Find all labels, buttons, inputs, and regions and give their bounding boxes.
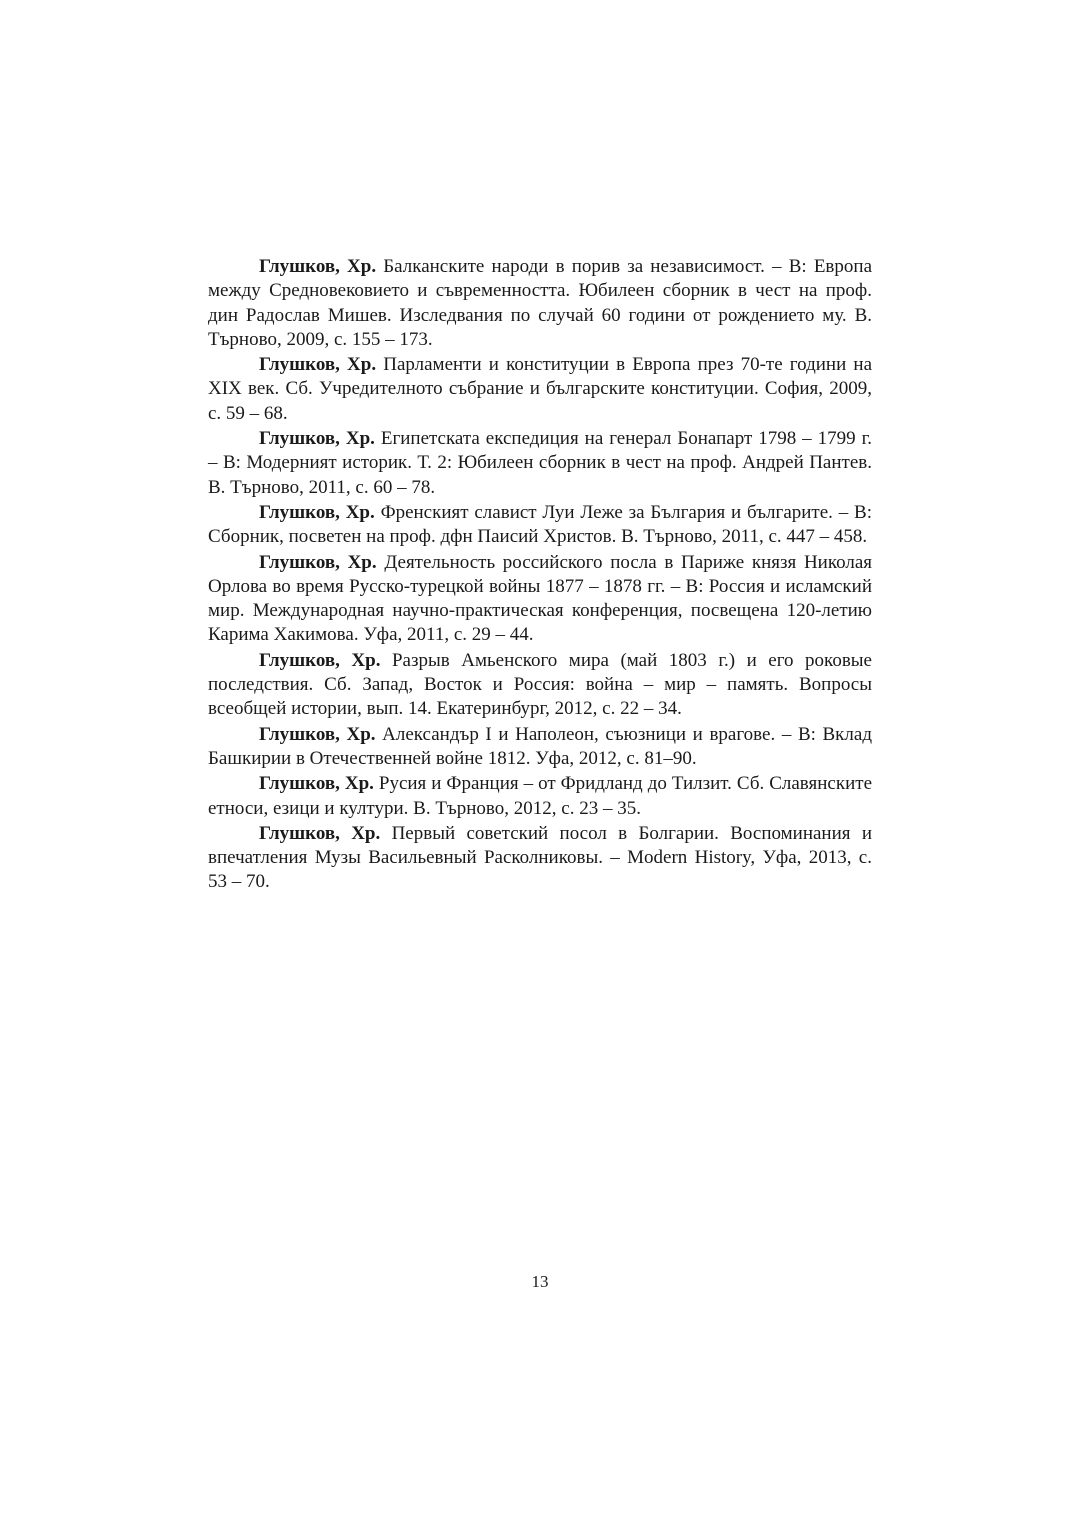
entry-text: Первый советский посол в Болгарии. Воспоминания и впечатления Музы Васильевный Расколниковы. – Modern History, Уфа, 2013, с. 53 – 70.	[208, 822, 872, 893]
entry-author: Глушков, Хр.	[259, 773, 374, 795]
page-number: 13	[531, 1272, 549, 1291]
bibliography-entry	[208, 255, 872, 352]
bibliography-entry	[208, 649, 872, 722]
bibliography-entry	[208, 551, 872, 648]
entry-text: Александър I и Наполеон, съюзници и врагове. – В: Вклад Башкирии в Отечественней войне 1812. Уфа, 2012, с. 81–90.	[208, 723, 872, 769]
bibliography-entry	[208, 353, 872, 426]
bibliography-entry	[208, 723, 872, 772]
entry-author: Глушков, Хр.	[259, 428, 375, 450]
entry-author: Глушков, Хр.	[259, 822, 381, 844]
entry-text: Френският славист Луи Леже за България и българите. – В: Сборник, посветен на проф. дфн Паисий Христов. В. Търново, 2011, с. 447 – 458.	[208, 501, 873, 548]
entry-text: Деятельность российского посла в Париже князя Николая Орлова во время Русско-турецкой войны 1877 – 1878 гг. – В: Россия и исламский мир. Международная научно-практическая конференция, посвещена 120-летию Карима Хакимова. Уфа, 2011, с. 29 – 44.	[208, 551, 872, 646]
bibliography-list	[208, 255, 872, 896]
entry-text: Балканските народи в порив за независимост. – В: Европа между Средновековието и съвременността. Юбилеен сборник в чест на проф. дин Радослав Мишев. Изследвания по случай 60 години от рождението му. В. Търново, 2009, с. 155 – 173.	[208, 256, 873, 350]
entry-author: Глушков, Хр.	[259, 501, 375, 523]
bibliography-entry	[208, 427, 872, 500]
entry-text: Разрыв Амьенского мира (май 1803 г.) и его роковые последствия. Сб. Запад, Восток и Россия: война – мир – память. Вопросы всеобщей истории, вып. 14. Екатеринбург, 2012, с. 22 – 34.	[208, 649, 872, 720]
entry-text: Египетската експедиция на генерал Бонапарт 1798 – 1799 г. – В: Модерният историк. Т. 2: Юбилеен сборник в чест на проф. Андрей Пантев. В. Търново, 2011, с. 60 – 78.	[208, 428, 873, 498]
entry-text: Парламенти и конституции в Европа през 70-те години на XIX век. Сб. Учредителното събрание и българските конституции. София, 2009, с. 59 – 68.	[208, 354, 873, 424]
entry-text: Русия и Франция – от Фридланд до Тилзит. Сб. Славянските етноси, езици и култури. В. Търново, 2012, с. 23 – 35.	[208, 773, 872, 819]
entry-author: Глушков, Хр.	[259, 649, 381, 671]
bibliography-entry	[208, 772, 872, 821]
bibliography-entry	[208, 501, 872, 550]
entry-author: Глушков, Хр.	[259, 256, 377, 277]
entry-author: Глушков, Хр.	[259, 354, 377, 376]
entry-author: Глушков, Хр.	[259, 723, 376, 745]
bibliography-entry	[208, 822, 872, 895]
entry-author: Глушков, Хр.	[259, 551, 377, 573]
